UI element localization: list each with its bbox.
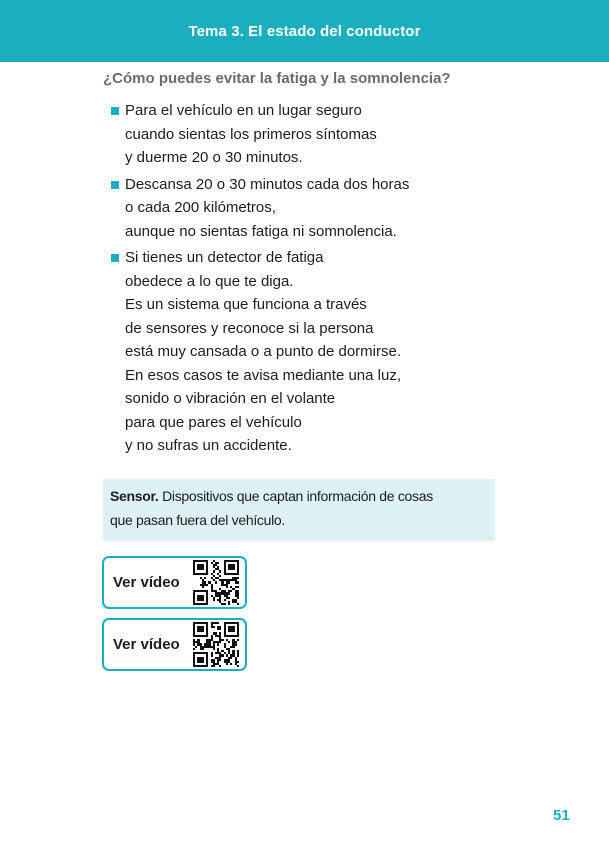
page-number: 51 [553, 807, 570, 824]
bullet-text-line: y duerme 20 o 30 minutos. [125, 149, 303, 166]
definition-text: que pasan fuera del vehículo. [110, 512, 285, 528]
bullet-text-line: o cada 200 kilómetros, [125, 199, 276, 216]
bullet-text-line: Para el vehículo en un lugar seguro [125, 102, 362, 119]
bullet-text-line: sonido o vibración en el volante [125, 390, 336, 407]
video-link-card[interactable] [102, 618, 247, 671]
list-item [111, 99, 531, 170]
header-title: Tema 3. El estado del conductor [188, 22, 421, 40]
bullet-text-line: Si tienes un detector de fatiga [125, 249, 324, 266]
definition-term: Sensor. [110, 488, 159, 504]
list-item [111, 173, 531, 244]
square-bullet-icon [111, 107, 119, 115]
square-bullet-icon [111, 254, 119, 262]
qr-code-icon[interactable] [193, 560, 239, 606]
bullet-text-line: está muy cansada o a punto de dormirse. [125, 343, 401, 360]
video-link-label: Ver vídeo [113, 636, 180, 653]
bullet-text-line: aunque no sientas fatiga ni somnolencia. [125, 222, 397, 240]
bullet-text-line: para que pares el vehículo [125, 413, 302, 431]
section-question: ¿Cómo puedes evitar la fatiga y la somnolencia? [103, 70, 451, 87]
bullet-text-line: Descansa 20 o 30 minutos cada dos horas [125, 175, 410, 193]
bullet-text-line: Es un sistema que funciona a través [125, 296, 367, 313]
bullet-text-line: En esos casos te avisa mediante una luz, [125, 366, 401, 384]
bullet-text-line: cuando sientas los primeros síntomas [125, 125, 377, 143]
video-link-label: Ver vídeo [113, 574, 180, 591]
definition-text: Dispositivos que captan información de cosas [158, 488, 433, 504]
bullet-text-line: y no sufras un accidente. [125, 437, 292, 454]
list-item [111, 246, 531, 458]
video-link-card[interactable] [102, 556, 247, 609]
bullet-text-line: de sensores y reconoce si la persona [125, 319, 374, 337]
definition-box [103, 479, 495, 541]
bullet-text-line: obedece a lo que te diga. [125, 272, 294, 290]
square-bullet-icon [111, 181, 119, 189]
bullet-list [111, 99, 531, 461]
qr-code-icon[interactable] [193, 622, 239, 668]
page-header [0, 0, 609, 62]
